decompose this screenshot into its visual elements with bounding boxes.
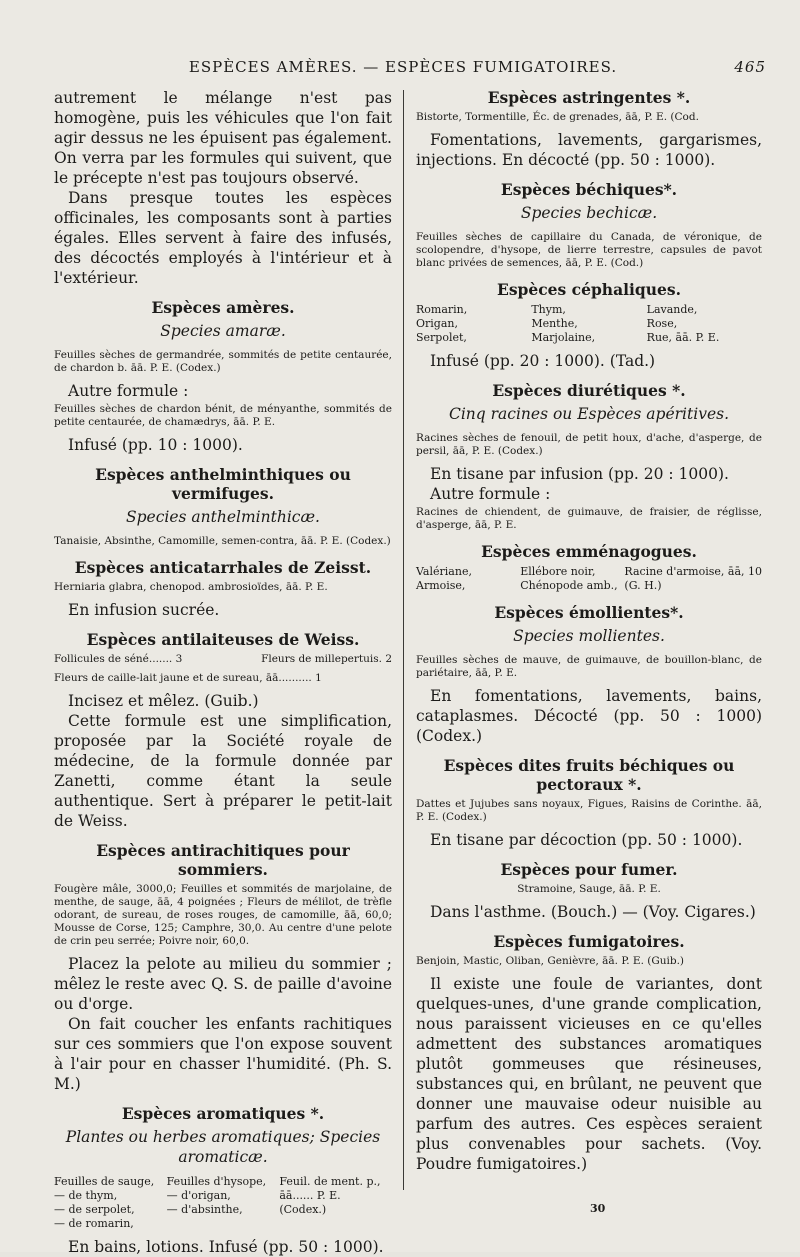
formula-text: Stramoine, Sauge, āā. P. E. bbox=[517, 883, 661, 895]
grid-cell: — de thym, bbox=[54, 1189, 118, 1202]
formula-grid bbox=[416, 565, 762, 593]
paragraph: Cette formule est une simplification, proposée par la Société royale de médecine, de la formule donnée par Zanetti, comme étant la seule authentique. Sert à préparer le petit-lait de Weiss. bbox=[54, 712, 392, 830]
section-heading: Espèces pour fumer. bbox=[500, 860, 678, 879]
section-heading: Espèces antirachitiques pour sommiers. bbox=[96, 841, 350, 879]
column-divider bbox=[403, 90, 404, 1190]
formula-text: Bistorte, Tormentille, Éc. de grenades, āā, P. E. (Cod. bbox=[416, 111, 699, 123]
section-heading: Espèces aromatiques *. bbox=[121, 1104, 325, 1123]
grid-cell: — d'origan, bbox=[166, 1189, 231, 1202]
section-heading: Espèces amères. bbox=[151, 298, 295, 317]
paragraph: Fomentations, lavements, gargarismes, injections. En décocté (pp. 50 : 1000). bbox=[416, 131, 762, 169]
grid-cell: — de romarin, bbox=[54, 1217, 134, 1230]
grid-cell: Chénopode amb., bbox=[520, 579, 618, 592]
grid-cell: Feuilles de sauge, bbox=[54, 1175, 155, 1188]
formula-row bbox=[54, 653, 392, 666]
paragraph: Autre formule : bbox=[68, 382, 189, 400]
section-heading: Espèces béchiques*. bbox=[500, 180, 678, 199]
grid-cell: — d'absinthe, bbox=[166, 1203, 243, 1216]
grid-cell: Ellébore noir, bbox=[520, 565, 596, 578]
paragraph: En fomentations, lavements, bains, cataplasmes. Décocté (pp. 50 : 1000) (Codex.) bbox=[416, 687, 762, 745]
section-heading: Espèces anthelminthiques ou vermifuges. bbox=[95, 465, 351, 503]
section-heading: Espèces émollientes*. bbox=[494, 603, 684, 622]
latin-name: Plantes ou herbes aromatiques; Species aromaticæ. bbox=[65, 1128, 381, 1166]
paragraph: En tisane par décoction (pp. 50 : 1000). bbox=[430, 831, 743, 849]
formula-row: Fleurs de caille-lait jaune et de sureau, āā.......... 1 bbox=[54, 672, 322, 684]
grid-cell bbox=[279, 1217, 392, 1231]
section-heading: Espèces dites fruits béchiques ou pectoraux *. bbox=[443, 756, 735, 794]
section-heading: Espèces emménagogues. bbox=[481, 542, 697, 561]
section-heading: Espèces antilaiteuses de Weiss. bbox=[86, 630, 360, 649]
formula-text: Feuilles sèches de mauve, de guimauve, de bouillon-blanc, de pariétaire, āā, P. E. bbox=[416, 654, 762, 679]
formula-text: Fougère mâle, 3000,0; Feuilles et sommités de marjolaine, de menthe, de sauge, āā, 4 poignées ; Fleurs de mélilot, de trèfle odorant, de sureau, de roses rouges, de camomille, āā, 60,0; Mousse de Corse, 125; Camphre, 30,0. Au centre d'une pelote de crin peu serrée; Poivre noir, 60,0. bbox=[54, 883, 392, 947]
formula-text: Racines sèches de fenouil, de petit houx, d'ache, d'asperge, de persil, āā, P. E. (Codex.) bbox=[416, 432, 762, 457]
section-heading: Espèces anticatarrhales de Zeisst. bbox=[74, 558, 372, 577]
paragraph: autrement le mélange n'est pas homogène, puis les véhicules que l'on fait agir dessus ne les épuisent pas également. On verra par les formules qui suivent, que le précepte n'est pas toujours observé. bbox=[54, 89, 392, 187]
grid-cell: — de serpolet, bbox=[54, 1203, 135, 1216]
latin-name: Species bechicæ. bbox=[520, 204, 658, 222]
page-number: 465 bbox=[734, 58, 766, 76]
formula-text: Tanaisie, Absinthe, Camomille, semen-contra, āā. P. E. (Codex.) bbox=[54, 535, 391, 547]
left-column bbox=[54, 88, 392, 1257]
formula-item: Fleurs de millepertuis. 2 bbox=[261, 653, 392, 665]
grid-cell bbox=[167, 1217, 280, 1231]
formula-text: Dattes et Jujubes sans noyaux, Figues, Raisins de Corinthe. āā, P. E. (Codex.) bbox=[416, 798, 762, 823]
formula-text: Feuilles sèches de germandrée, sommités de petite centaurée, de chardon b. āā. P. E. (Codex.) bbox=[54, 349, 392, 374]
formula-text: Feuilles sèches de capillaire du Canada, de véronique, de scolopendre, d'hysope, de lierre terrestre, capsules de pavot blanc privées de semences, āā, P. E. (Cod.) bbox=[416, 231, 762, 269]
grid-cell: Armoise, bbox=[416, 579, 466, 592]
grid-cell: Serpolet, bbox=[416, 331, 467, 344]
running-title: ESPÈCES AMÈRES. — ESPÈCES FUMIGATOIRES. bbox=[188, 58, 618, 76]
paragraph: Dans presque toutes les espèces officinales, les composants sont à parties égales. Elles servent à faire des infusés, des décoctés employés à l'intérieur et à l'extérieur. bbox=[54, 189, 392, 287]
grid-cell: Feuilles d'hysope, bbox=[166, 1175, 267, 1188]
right-column bbox=[416, 88, 762, 1174]
grid-cell: (Codex.) bbox=[279, 1203, 327, 1216]
paragraph: En infusion sucrée. bbox=[68, 601, 220, 619]
section-heading: Espèces fumigatoires. bbox=[493, 932, 685, 951]
section-heading: Espèces astringentes *. bbox=[487, 88, 691, 107]
grid-cell: Origan, bbox=[416, 317, 458, 330]
grid-cell: Rose, bbox=[646, 317, 678, 330]
latin-name: Cinq racines ou Espèces apéritives. bbox=[448, 405, 729, 423]
paragraph: Infusé (pp. 20 : 1000). (Tad.) bbox=[430, 352, 656, 370]
grid-cell: Marjolaine, bbox=[531, 331, 596, 344]
signature-mark: 30 bbox=[590, 1202, 606, 1215]
paragraph: En tisane par infusion (pp. 20 : 1000). bbox=[430, 465, 729, 483]
paragraph: On fait coucher les enfants rachitiques sur ces sommiers que l'on expose souvent à l'air pour en chasser l'humidité. (Ph. S. M.) bbox=[54, 1015, 392, 1093]
grid-cell: Menthe, bbox=[531, 317, 578, 330]
formula-grid bbox=[416, 303, 762, 345]
formula-grid bbox=[54, 1175, 392, 1231]
formula-text: Benjoin, Mastic, Oliban, Genièvre, āā. P. E. (Guib.) bbox=[416, 955, 685, 967]
grid-cell: Lavande, bbox=[646, 303, 698, 316]
formula-text: Racines de chiendent, de guimauve, de fraisier, de réglisse, d'asperge, āā, P. E. bbox=[416, 506, 762, 531]
latin-name: Species mollientes. bbox=[513, 627, 665, 645]
grid-cell: (G. H.) bbox=[624, 579, 662, 592]
latin-name: Species amaræ. bbox=[160, 322, 286, 340]
section-heading: Espèces céphaliques. bbox=[497, 280, 681, 299]
section-heading: Espèces diurétiques *. bbox=[492, 381, 686, 400]
latin-name: Species anthelminthicæ. bbox=[126, 508, 320, 526]
formula-text: Feuilles sèches de chardon bénit, de ményanthe, sommités de petite centaurée, de chamædrys, āā. P. E. bbox=[54, 403, 392, 428]
paragraph: Autre formule : bbox=[430, 485, 551, 503]
paragraph: Il existe une foule de variantes, dont quelques-unes, d'une grande complication, nous paraissent vicieuses en ce qu'elles admettent des substances aromatiques plutôt gommeuses que résineuses, substances qui, en brûlant, ne peuvent que donner une mauvaise odeur nuisible au parfum des autres. Ces espèces seraient plus convenables pour sachets. (Voy. Poudre fumigatoires.) bbox=[416, 975, 762, 1173]
paragraph: Dans l'asthme. (Bouch.) — (Voy. Cigares.) bbox=[430, 903, 756, 921]
formula-item: Follicules de séné....... 3 bbox=[54, 653, 183, 665]
grid-cell: āā...... P. E. bbox=[279, 1189, 341, 1202]
formula-text: Herniaria glabra, chenopod. ambrosioïdes, āā. P. E. bbox=[54, 581, 328, 593]
running-header bbox=[40, 58, 766, 84]
grid-cell: Feuil. de ment. p., bbox=[279, 1175, 381, 1188]
paragraph: Infusé (pp. 10 : 1000). bbox=[68, 436, 243, 454]
grid-cell: Valériane, bbox=[416, 565, 472, 578]
paragraph: Placez la pelote au milieu du sommier ; mêlez le reste avec Q. S. de paille d'avoine ou d'orge. bbox=[54, 955, 392, 1013]
grid-cell: Romarin, bbox=[416, 303, 468, 316]
paragraph: En bains, lotions. Infusé (pp. 50 : 1000). bbox=[68, 1238, 384, 1256]
paragraph: Incisez et mêlez. (Guib.) bbox=[68, 692, 259, 710]
grid-cell: Rue, āā. P. E. bbox=[646, 331, 720, 344]
grid-cell: Racine d'armoise, āā, 10 bbox=[624, 565, 762, 578]
grid-cell: Thym, bbox=[531, 303, 566, 316]
